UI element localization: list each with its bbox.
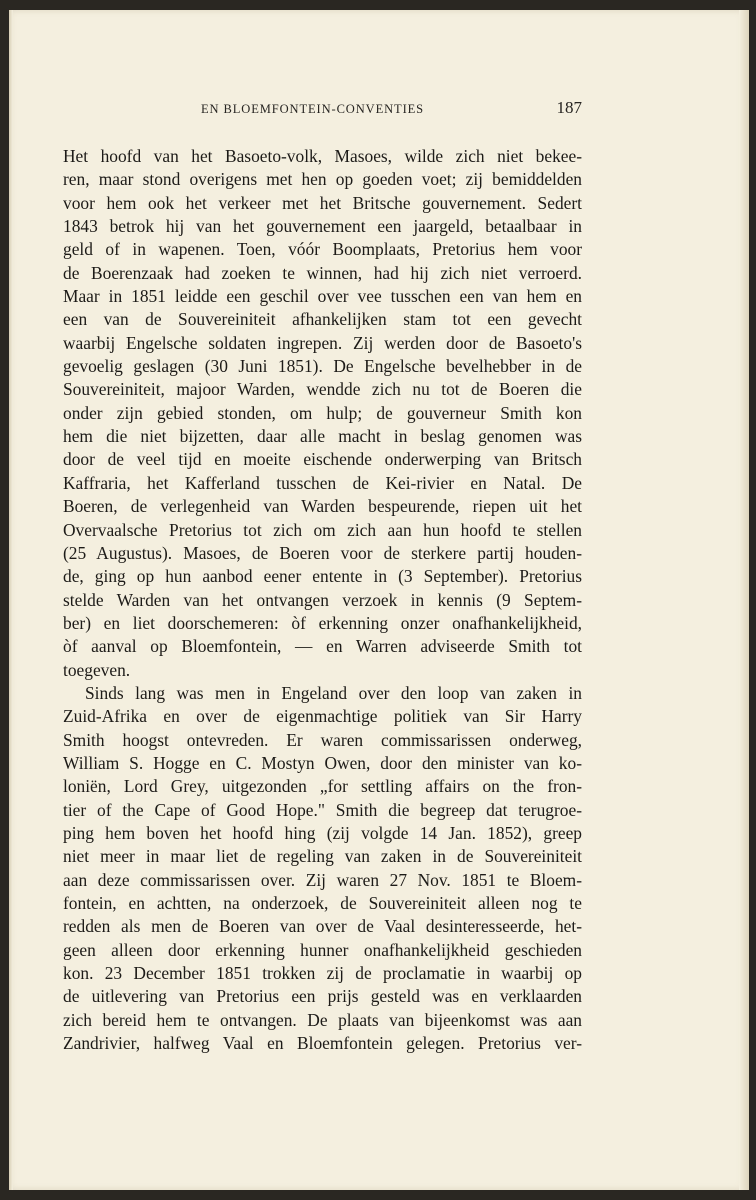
text-line: ping hem boven het hoofd hing (zij volgde 14 Jan. 1852), greep [63,822,582,843]
text-line: (25 Augustus). Masoes, de Boeren voor de sterkere partij houden- [63,542,582,563]
running-title: EN BLOEMFONTEIN-CONVENTIES [201,102,425,116]
text-line: geld of in wapenen. Toen, vóór Boomplaats, Pretorius hem voor [63,239,582,260]
text-line: Sinds lang was men in Engeland over den loop van zaken in [85,682,582,703]
text-line: Souvereiniteit, majoor Warden, wendde zich nu tot de Boeren die [63,379,582,400]
text-line: waarbij Engelsche soldaten ingrepen. Zij werden door de Basoeto's [63,332,582,353]
text-line: kon. 23 December 1851 trokken zij de proclamatie in waarbij op [63,963,582,984]
text-line: Maar in 1851 leidde een geschil over vee tusschen een van hem en [63,286,582,307]
text-line: zich bereid hem te ontvangen. De plaats van bijeenkomst was aan [63,1009,582,1030]
running-head [63,98,582,122]
text-line: de, ging op hun aanbod eener entente in (3 September). Pretorius [63,566,582,587]
text-line: niet meer in maar liet de regeling van zaken in de Souvereiniteit [63,846,582,867]
text-line: Overvaalsche Pretorius tot zich om zich aan hun hoofd te stellen [63,519,582,540]
page-edge-shadow [739,10,749,1190]
text-line: ren, maar stond overigens met hen op goeden voet; zij bemiddelden [63,169,582,190]
text-line: door de veel tijd en moeite eischende onderwerping van Britsch [63,449,582,470]
text-line: redden als men de Boeren van over de Vaal desinteresseerde, het- [63,916,582,937]
body-text [63,145,582,1055]
text-line: de Boerenzaak had zoeken te winnen, had hij zich niet verroerd. [63,262,582,283]
text-line: tier of the Cape of Good Hope." Smith die begreep dat terugroe- [63,799,582,820]
text-line: hem die niet bijzetten, daar alle macht in beslag genomen was [63,426,582,447]
text-line: Zuid-Afrika en over de eigenmachtige politiek van Sir Harry [63,706,582,727]
text-line: stelde Warden van het ontvangen verzoek in kennis (9 Septem- [63,589,582,610]
text-line: geen alleen door erkenning hunner onafhankelijkheid geschieden [63,939,582,960]
text-line: òf aanval op Bloemfontein, — en Warren adviseerde Smith tot [63,636,582,657]
book-page [9,10,749,1190]
text-line: Boeren, de verlegenheid van Warden bespeurende, riepen uit het [63,496,582,517]
text-line: aan deze commissarissen over. Zij waren 27 Nov. 1851 te Bloem- [63,869,582,890]
text-line: Zandrivier, halfweg Vaal en Bloemfontein gelegen. Pretorius ver- [63,1033,582,1054]
text-line: fontein, en achtten, na onderzoek, de Souvereiniteit alleen nog te [63,893,582,913]
text-line: Kaffraria, het Kafferland tusschen de Kei-rivier en Natal. De [63,472,582,493]
paragraph-2 [63,682,582,1056]
page-number: 187 [556,98,582,117]
paragraph-1 [63,145,582,682]
text-line: toegeven. [63,659,131,680]
text-line: ber) en liet doorschemeren: òf erkenning onzer onafhankelijkheid, [63,612,582,633]
text-line: Smith hoogst ontevreden. Er waren commissarissen onderweg, [63,729,582,750]
text-line: de uitlevering van Pretorius een prijs gesteld was en verklaarden [63,986,582,1007]
text-line: loniën, Lord Grey, uitgezonden „for settling affairs on the fron- [63,776,582,797]
text-line: een van de Souvereiniteit afhankelijken stam tot een gevecht [63,309,582,330]
text-line: gevoelig geslagen (30 Juni 1851). De Engelsche bevelhebber in de [63,356,582,377]
text-line: voor hem ook het verkeer met het Britsche gouvernement. Sedert [63,192,582,213]
text-line: Het hoofd van het Basoeto-volk, Masoes, wilde zich niet bekee- [63,146,582,166]
page-gutter-shadow [9,10,13,1190]
text-line: William S. Hogge en C. Mostyn Owen, door den minister van ko- [63,752,582,773]
text-line: 1843 betrok hij van het gouvernement een jaargeld, betaalbaar in [63,216,582,237]
text-line: onder zijn gebied stonden, om hulp; de gouverneur Smith kon [63,402,582,423]
